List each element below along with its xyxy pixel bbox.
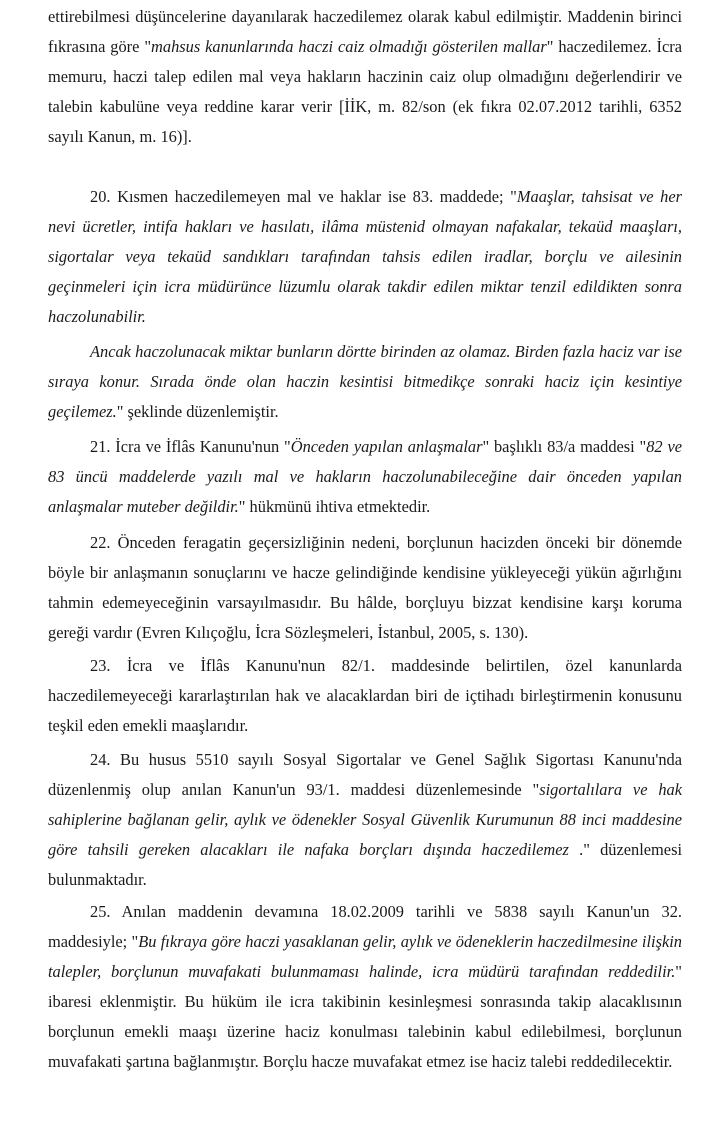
body-text: 21. İcra ve İflâs Kanunu'nun " [90,437,291,456]
italic-quote-text: Maaşlar, tahsisat ve her nevi ücretler, intifa hakları ve hasılatı, ilâma müstenid olmayan nafakalar, tekaüd maaşları, sigortalar veya tekaüd sandıkları tarafından tahsis edilen iradlar, borçlu ve ailesinin geçinmeleri için icra müdürünce lüzumlu olarak takdir edilen miktar tenzil edildikten sonra haczolunabilir. [48,187,682,326]
body-text: 25. Anılan maddenin devamına 18.02.2009 tarihli ve 5838 sayılı Kanun'un 32. maddesiyle; " [48,902,682,951]
paragraph-23 [48,651,682,741]
body-text: " hükmünü ihtiva etmektedir. [238,497,431,516]
body-text: " şeklinde düzenlemiştir. [116,402,279,421]
italic-quote-text: Bu fıkraya göre haczi yasaklanan gelir, aylık ve ödeneklerin haczedilmesine ilişkin talepler, borçlunun muvafakati bulunmaması halinde, icra müdürü tarafından reddedilir. [48,932,682,981]
paragraph-22 [48,528,682,648]
body-text: 22. Önceden feragatin geçersizliğinin nedeni, borçlunun hacizden önceki bir dönemde böyle bir anlaşmanın sonuçlarını ve hacze gelindiğinde kendisine yükleyeceği yükün ağırlığını tahmin edemeyeceğinin varsayılmasıdır. Bu hâlde, borçluyu bizzat kendisine karşı koruma gereği vardır (Evren Kılıçoğlu, İcra Sözleşmeleri, İstanbul, 2005, s. 130). [48,533,682,642]
body-text: 20. Kısmen haczedilemeyen mal ve haklar ise 83. maddede; " [90,187,517,206]
paragraph-20 [48,182,682,332]
italic-quote-text: Önceden yapılan anlaşmalar [290,437,483,456]
italic-quote-text: sigortalılara ve hak sahiplerine bağlanan gelir, aylık ve ödenekler Sosyal Güvenlik Kurumunun 88 inci maddesine göre tahsili gereken alacakları ile nafaka borçları dışında haczedilemez [48,780,682,859]
italic-quote-text: mahsus kanunlarında haczi caiz olmadığı gösterilen mallar [151,37,547,56]
body-text: ettirebilmesi düşüncelerine dayanılarak haczedilemez olarak kabul edilmiştir. Maddenin birinci fıkrasına göre " [48,7,682,56]
paragraph-25 [48,897,682,1077]
paragraph-20-continued [48,337,682,427]
paragraph-24 [48,745,682,895]
italic-quote-text: Ancak haczolunacak miktar bunların dörtte birinden az olamaz. Birden fazla haciz var ise sıraya konur. Sırada önde olan haczin kesintisi bitmedikçe sonraki haciz için kesintiye geçilemez. [48,342,682,421]
document-page [48,0,682,1134]
body-text: " ibaresi eklenmiştir. Bu hüküm ile icra takibinin kesinleşmesi sonrasında takip alacaklısının borçlunun emekli maaşı üzerine haciz konulması talebinin kabul edilebilmesi, borçlunun muvafakati şartına bağlanmıştır. Borçlu hacze muvafakat etmez ise haciz talebi reddedilecektir. [48,962,682,1071]
italic-quote-text: 82 ve 83 üncü maddelerde yazılı mal ve hakların haczolunabileceğine dair önceden yapılan anlaşmalar muteber değildir. [48,437,682,516]
body-text: 23. İcra ve İflâs Kanunu'nun 82/1. maddesinde belirtilen, özel kanunlarda haczedilemeyeceği kararlaştırılan hak ve alacaklardan biri de içtihadı birleştirmenin konusunu teşkil eden emekli maaşlarıdır. [48,656,682,735]
body-text: 24. Bu husus 5510 sayılı Sosyal Sigortalar ve Genel Sağlık Sigortası Kanunu'nda düzenlenmiş olup anılan Kanun'un 93/1. maddesi düzenlemesinde " [48,750,682,799]
body-text: " başlıklı 83/a maddesi " [482,437,647,456]
body-text: ." düzenlemesi bulunmaktadır. [48,840,683,889]
paragraph-continuation [48,2,682,152]
paragraph-21 [48,432,682,522]
body-text: " haczedilemez. İcra memuru, haczi talep edilen mal veya hakların haczinin caiz olup olmadığını değerlendirir ve talebin kabulüne veya reddine karar verir [İİK, m. 82/son (ek fıkra 02.07.2012 tarihli, 6352 sayılı Kanun, m. 16)]. [48,37,683,146]
